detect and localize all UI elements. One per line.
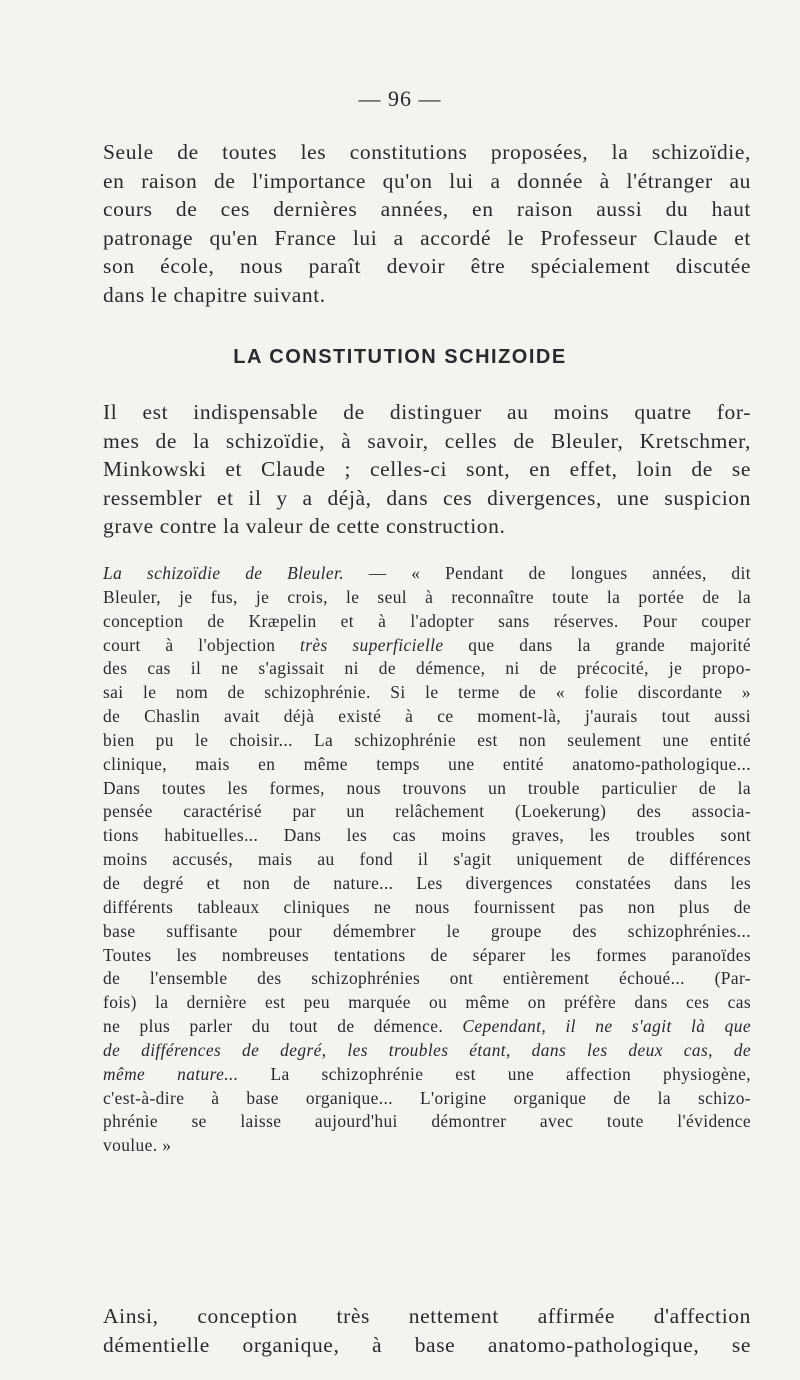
page-number: — 96 — — [358, 86, 442, 111]
text-line: mes de la schizoïdie, à savoir, celles de Bleuler, Kretschmer, — [103, 428, 751, 453]
forms-paragraph — [103, 398, 751, 541]
section-heading: LA CONSTITUTION SCHIZOIDE — [233, 346, 567, 368]
emphasis-text: même nature... — [103, 1063, 239, 1084]
text-line: Il est indispensable de distinguer au moins quatre for- — [103, 400, 751, 424]
text-line: de Chaslin avait déjà existé à ce moment-là, j'aurais tout aussi — [103, 706, 751, 727]
emphasis-text: de différences de degré, les troubles étant, dans les deux cas, de — [103, 1039, 751, 1060]
text-line — [103, 1039, 751, 1063]
text-line: clinique, mais en même temps une entité anatomo-pathologique... — [103, 753, 751, 774]
text-line — [103, 634, 751, 658]
text-line: grave contre la valeur de cette construction. — [103, 514, 506, 539]
text-line: c'est-à-dire à base organique... L'origine organique de la schizo- — [103, 1087, 751, 1108]
text-line: patronage qu'en France lui a accordé le Professeur Claude et — [103, 225, 751, 250]
text-line: pensée caractérisé par un relâchement (Loekerung) des associa- — [103, 801, 751, 822]
text-line: Bleuler, je fus, je crois, le seul à reconnaître toute la portée de la — [103, 586, 751, 607]
text-line: des cas il ne s'agissait ni de démence, ni de précocité, je propo- — [103, 658, 751, 679]
text-line: Ainsi, conception très nettement affirmée d'affection — [103, 1304, 751, 1328]
text-line: Toutes les nombreuses tentations de séparer les formes paranoïdes — [103, 944, 751, 965]
emphasis-text: très superficielle — [300, 634, 444, 655]
intro-paragraph — [103, 138, 751, 310]
text-line: moins accusés, mais au fond il s'agit uniquement de différences — [103, 849, 751, 870]
text-line: de l'ensemble des schizophrénies ont entièrement échoué... (Par- — [103, 968, 751, 989]
text-line: en raison de l'importance qu'on lui a donnée à l'étranger au — [103, 168, 751, 193]
text-line — [103, 1015, 751, 1039]
text-line: Seule de toutes les constitutions proposées, la schizoïdie, — [103, 140, 751, 164]
text-line: son école, nous paraît devoir être spécialement discutée — [103, 254, 751, 279]
text-line: base suffisante pour démembrer le groupe des schizophrénies... — [103, 920, 751, 941]
text-line: Minkowski et Claude ; celles-ci sont, en effet, loin de se — [103, 457, 751, 482]
text-line — [103, 1063, 751, 1087]
text-line: tions habituelles... Dans les cas moins graves, les troubles sont — [103, 825, 751, 846]
text-line: de degré et non de nature... Les divergences constatées dans les — [103, 872, 751, 893]
text-line: sai le nom de schizophrénie. Si le terme de « folie discordante » — [103, 682, 751, 703]
text-line: conception de Kræpelin et à l'adopter sans réserves. Pour couper — [103, 610, 751, 631]
text-line: phrénie se laisse aujourd'hui démontrer avec toute l'évidence — [103, 1111, 751, 1132]
quote-text: — « Pendant de longues années, dit — [343, 563, 751, 583]
closing-paragraph — [103, 1302, 751, 1359]
text-line: différents tableaux cliniques ne nous fournissent pas non plus de — [103, 896, 751, 917]
subsection-title: La schizoïdie de Bleuler. — [103, 563, 344, 583]
text-line: fois) la dernière est peu marquée ou même on préfère dans ces cas — [103, 992, 751, 1013]
quote-text: La schizophrénie est une affection physiogène, — [238, 1063, 751, 1084]
text-line: dans le chapitre suivant. — [103, 282, 326, 307]
quote-text: que dans la grande majorité — [443, 634, 751, 655]
text-line: voulue. » — [103, 1135, 172, 1156]
text-line: Dans toutes les formes, nous trouvons un trouble particulier de la — [103, 777, 751, 798]
quote-text: court à l'objection — [103, 634, 300, 655]
text-line: bien pu le choisir... La schizophrénie est non seulement une entité — [103, 729, 751, 750]
emphasis-text: Cependant, il ne s'agit là que — [462, 1016, 751, 1037]
text-line: démentielle organique, à base anatomo-pathologique, se — [103, 1332, 751, 1357]
bleuler-quote — [103, 562, 751, 1158]
text-line: cours de ces dernières années, en raison aussi du haut — [103, 197, 751, 222]
text-line — [103, 562, 751, 586]
quote-text: ne plus parler du tout de démence. — [103, 1016, 463, 1037]
text-line: ressembler et il y a déjà, dans ces divergences, une suspicion — [103, 485, 751, 510]
